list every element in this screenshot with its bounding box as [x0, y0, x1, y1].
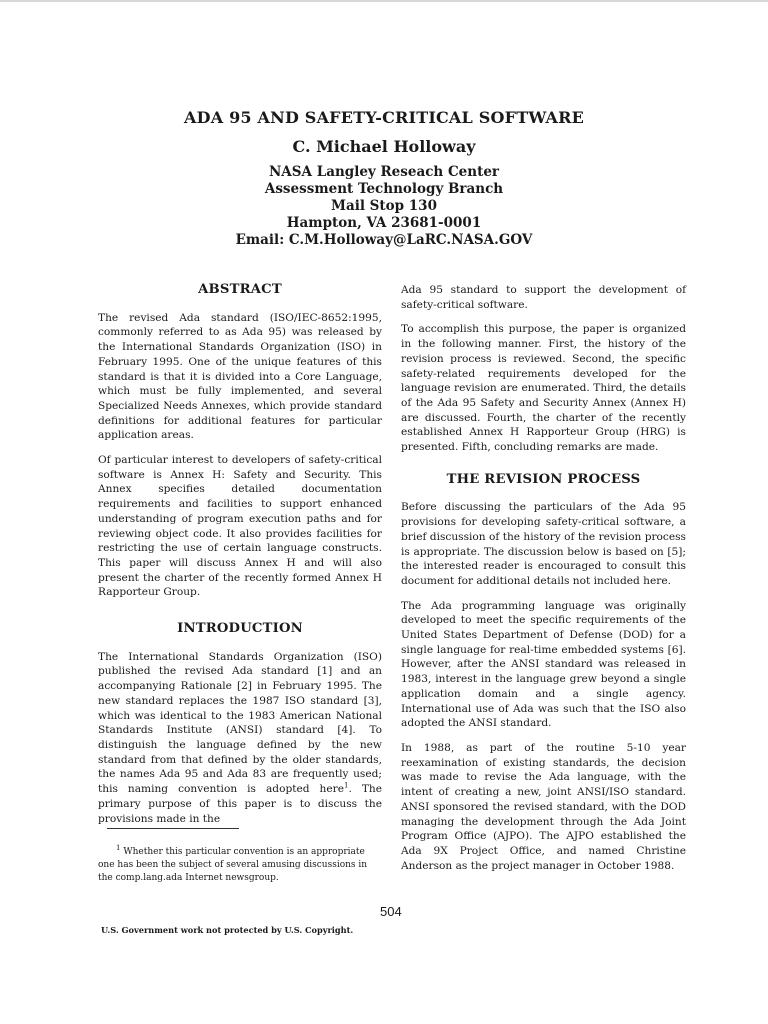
revision-paragraph: The Ada programming language was originally developed to meet the specific requirements of the United States Department of Defense (DOD) for a single language for real-time embedded systems [6]. However, after the ANSI standard was released in 1983, interest in the language grew beyond a single application domain and a single agency. International use of Ada was such that the ISO also adopted the ANSI standard.	[401, 599, 686, 730]
footnote	[98, 846, 382, 885]
introduction-paragraph	[98, 650, 382, 826]
introduction-text-b: . The primary purpose of this paper is to discuss the provisions made in the	[98, 783, 382, 825]
abstract-paragraph: Of particular interest to developers of safety-critical software is Annex H: Safety and Security. This Annex specifies detailed documentation requirements and facilities to support enhanced understanding of program execution paths and for reviewing object code. It also provides facilities for restricting the use of certain language constructs. This paper will discuss Annex H and will also present the charter of the recently formed Annex H Rapporteur Group.	[98, 454, 382, 599]
copyright-notice: U.S. Government work not protected by U.S. Copyright.	[101, 925, 354, 935]
footnote-divider	[107, 828, 239, 829]
paper-header	[0, 108, 768, 249]
paper-title: ADA 95 AND SAFETY-CRITICAL SOFTWARE	[184, 108, 584, 127]
introduction-heading: INTRODUCTION	[177, 621, 303, 637]
affiliation-block	[0, 164, 768, 249]
affiliation-branch: Assessment Technology Branch	[264, 181, 504, 197]
footnote-mark: 1	[116, 844, 121, 852]
revision-process-heading: THE REVISION PROCESS	[446, 471, 641, 487]
left-column	[98, 283, 382, 836]
affiliation-email: Email: C.M.Holloway@LaRC.NASA.GOV	[235, 232, 533, 248]
revision-paragraph: Before discussing the particulars of the Ada 95 provisions for developing safety-critical software, a brief discussion of the history of the revision process is appropriate. The discussion below is based on [5]; the interested reader is encouraged to consult this document for additional details not included here.	[401, 501, 686, 587]
abstract-paragraph: The revised Ada standard (ISO/IEC-8652:1995, commonly referred to as Ada 95) was released by the International Standards Organization (ISO) in February 1995. One of the unique features of this standard is that it is divided into a Core Language, which must be fully implemented, and several Specialized Needs Annexes, which provide standard definitions for additional features for particular application areas.	[98, 311, 382, 442]
purpose-continuation: Ada 95 standard to support the development of safety-critical software.	[401, 284, 686, 311]
right-column	[401, 283, 686, 883]
page-top-edge	[0, 0, 768, 2]
author-name: C. Michael Holloway	[292, 137, 476, 156]
footnote-reference: 1	[343, 781, 349, 790]
affiliation-institution: NASA Langley Reseach Center	[268, 164, 500, 180]
organization-paragraph: To accomplish this purpose, the paper is organized in the following manner. First, the history of the revision process is reviewed. Second, the specific safety-related requirements developed for the language revision are enumerated. Third, the details of the Ada 95 Safety and Security Annex (Annex H) are discussed. Fourth, the charter of the recently established Annex H Rapporteur Group (HRG) is presented. Fifth, concluding remarks are made.	[401, 323, 686, 454]
affiliation-address: Hampton, VA 23681-0001	[286, 215, 482, 231]
footnote-text: Whether this particular convention is an appropriate one has been the subject of several amusing discussions in the comp.lang.ada Internet newsgroup.	[98, 847, 368, 883]
revision-paragraph: In 1988, as part of the routine 5-10 year reexamination of existing standards, the decision was made to revise the Ada language, with the intent of creating a new, joint ANSI/ISO standard. ANSI sponsored the revised standard, with the DOD managing the development through the Ada Joint Program Office (AJPO). The AJPO established the Ada 9X Project Office, and named Christine Anderson as the project manager in October 1988.	[401, 741, 686, 872]
introduction-text-a: The International Standards Organization (ISO) published the revised Ada standard [1] and an accompanying Rationale [2] in February 1995. The new standard replaces the 1987 ISO standard [3], which was identical to the 1983 American National Standards Institute (ANSI) standard [4]. To distinguish the language defined by the new standard from that defined by the older standards, the names Ada 95 and Ada 83 are frequently used; this naming convention is adopted here	[98, 650, 382, 796]
affiliation-mailstop: Mail Stop 130	[331, 198, 437, 214]
page-number: 504	[380, 904, 402, 919]
abstract-heading: ABSTRACT	[198, 282, 282, 297]
